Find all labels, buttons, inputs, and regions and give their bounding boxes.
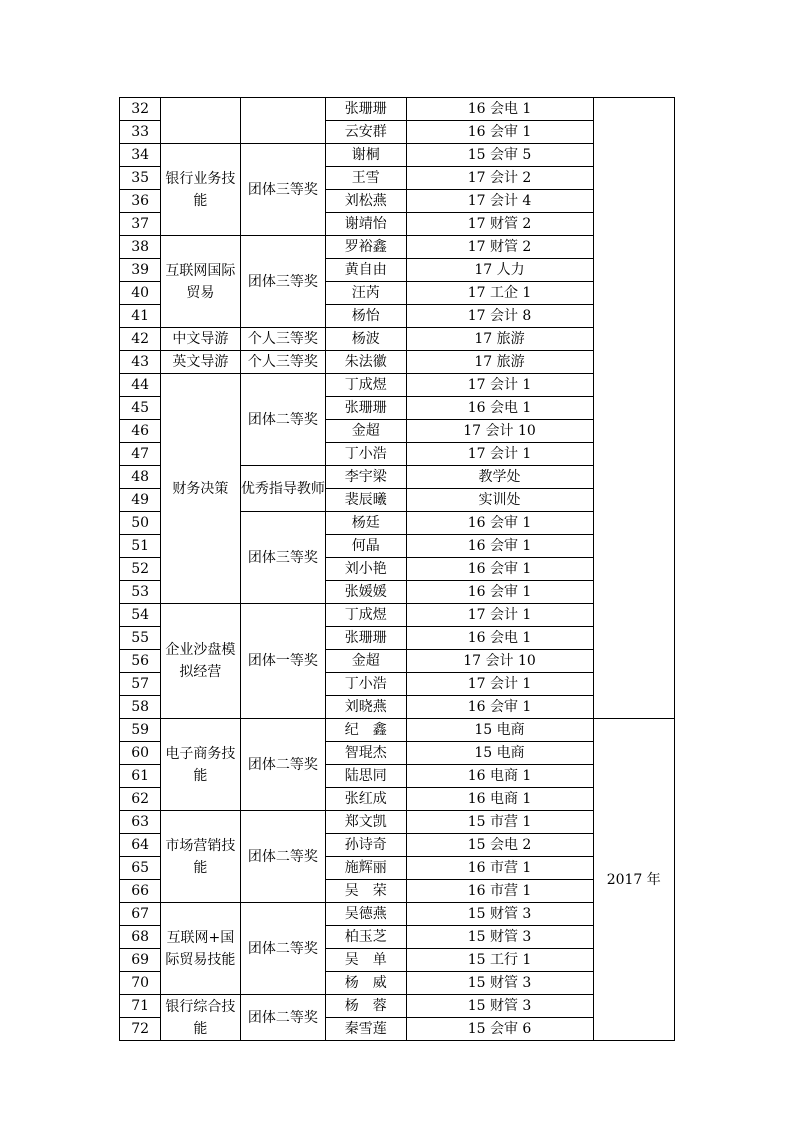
table-row xyxy=(120,995,675,1018)
student-name: 杨 蓉 xyxy=(326,995,406,1018)
row-number: 66 xyxy=(120,880,161,903)
student-name: 云安群 xyxy=(326,121,406,144)
student-name: 吴德燕 xyxy=(326,903,406,926)
class-name: 17 旅游 xyxy=(406,351,593,374)
award-cell: 优秀指导教师 xyxy=(240,466,325,512)
row-number: 48 xyxy=(120,466,161,489)
student-name: 谢桐 xyxy=(326,144,406,167)
row-number: 50 xyxy=(120,512,161,535)
row-number: 36 xyxy=(120,190,161,213)
student-name: 丁小浩 xyxy=(326,443,406,466)
award-cell: 团体二等奖 xyxy=(240,903,325,995)
class-name: 17 会计 1 xyxy=(406,443,593,466)
student-name: 丁成煜 xyxy=(326,604,406,627)
class-name: 16 会审 1 xyxy=(406,121,593,144)
class-name: 17 会计 4 xyxy=(406,190,593,213)
class-name: 17 会计 10 xyxy=(406,420,593,443)
class-name: 16 会审 1 xyxy=(406,558,593,581)
award-cell xyxy=(240,98,325,144)
table-row xyxy=(120,328,675,351)
row-number: 55 xyxy=(120,627,161,650)
student-name: 吴 单 xyxy=(326,949,406,972)
row-number: 41 xyxy=(120,305,161,328)
student-name: 杨怡 xyxy=(326,305,406,328)
class-name: 17 会计 8 xyxy=(406,305,593,328)
award-cell: 团体二等奖 xyxy=(240,719,325,811)
row-number: 56 xyxy=(120,650,161,673)
student-name: 李宇梁 xyxy=(326,466,406,489)
row-number: 62 xyxy=(120,788,161,811)
row-number: 67 xyxy=(120,903,161,926)
awards-table xyxy=(119,97,675,1041)
row-number: 71 xyxy=(120,995,161,1018)
class-name: 15 会审 5 xyxy=(406,144,593,167)
row-number: 35 xyxy=(120,167,161,190)
award-cell: 团体二等奖 xyxy=(240,811,325,903)
class-name: 16 电商 1 xyxy=(406,788,593,811)
class-name: 16 市营 1 xyxy=(406,880,593,903)
class-name: 15 工行 1 xyxy=(406,949,593,972)
project-cell: 市场营销技能 xyxy=(161,811,240,903)
table-row xyxy=(120,351,675,374)
row-number: 65 xyxy=(120,857,161,880)
project-cell: 中文导游 xyxy=(161,328,240,351)
row-number: 70 xyxy=(120,972,161,995)
year-cell xyxy=(593,98,674,719)
table-row xyxy=(120,903,675,926)
project-cell: 银行综合技能 xyxy=(161,995,240,1041)
class-name: 17 会计 10 xyxy=(406,650,593,673)
class-name: 16 电商 1 xyxy=(406,765,593,788)
table-row xyxy=(120,144,675,167)
project-cell: 企业沙盘模拟经营 xyxy=(161,604,240,719)
project-cell: 银行业务技能 xyxy=(161,144,240,236)
student-name: 张红成 xyxy=(326,788,406,811)
student-name: 张媛媛 xyxy=(326,581,406,604)
student-name: 孙诗奇 xyxy=(326,834,406,857)
project-cell: 英文导游 xyxy=(161,351,240,374)
class-name: 17 会计 1 xyxy=(406,673,593,696)
table-row xyxy=(120,604,675,627)
row-number: 47 xyxy=(120,443,161,466)
student-name: 秦雪莲 xyxy=(326,1018,406,1041)
student-name: 刘晓燕 xyxy=(326,696,406,719)
class-name: 16 会审 1 xyxy=(406,512,593,535)
row-number: 53 xyxy=(120,581,161,604)
award-cell: 团体二等奖 xyxy=(240,374,325,466)
class-name: 16 会审 1 xyxy=(406,581,593,604)
class-name: 17 财管 2 xyxy=(406,213,593,236)
table-row xyxy=(120,236,675,259)
row-number: 37 xyxy=(120,213,161,236)
class-name: 17 会计 2 xyxy=(406,167,593,190)
row-number: 42 xyxy=(120,328,161,351)
student-name: 朱法徽 xyxy=(326,351,406,374)
table-row xyxy=(120,719,675,742)
student-name: 张珊珊 xyxy=(326,397,406,420)
row-number: 49 xyxy=(120,489,161,512)
class-name: 16 会审 1 xyxy=(406,535,593,558)
year-cell: 2017 年 xyxy=(593,719,674,1041)
row-number: 45 xyxy=(120,397,161,420)
class-name: 16 会电 1 xyxy=(406,397,593,420)
student-name: 施辉丽 xyxy=(326,857,406,880)
student-name: 何晶 xyxy=(326,535,406,558)
row-number: 60 xyxy=(120,742,161,765)
class-name: 17 旅游 xyxy=(406,328,593,351)
class-name: 15 财管 3 xyxy=(406,926,593,949)
row-number: 72 xyxy=(120,1018,161,1041)
student-name: 陆思同 xyxy=(326,765,406,788)
table-row xyxy=(120,98,675,121)
student-name: 杨 威 xyxy=(326,972,406,995)
award-cell: 团体三等奖 xyxy=(240,512,325,604)
row-number: 57 xyxy=(120,673,161,696)
student-name: 罗裕鑫 xyxy=(326,236,406,259)
row-number: 32 xyxy=(120,98,161,121)
class-name: 15 会审 6 xyxy=(406,1018,593,1041)
row-number: 61 xyxy=(120,765,161,788)
row-number: 43 xyxy=(120,351,161,374)
student-name: 王雪 xyxy=(326,167,406,190)
project-cell: 互联网+国际贸易技能 xyxy=(161,903,240,995)
row-number: 69 xyxy=(120,949,161,972)
student-name: 丁小浩 xyxy=(326,673,406,696)
row-number: 64 xyxy=(120,834,161,857)
student-name: 刘松燕 xyxy=(326,190,406,213)
student-name: 郑文凯 xyxy=(326,811,406,834)
class-name: 15 财管 3 xyxy=(406,903,593,926)
table-row xyxy=(120,374,675,397)
class-name: 17 会计 1 xyxy=(406,374,593,397)
row-number: 39 xyxy=(120,259,161,282)
class-name: 15 市营 1 xyxy=(406,811,593,834)
row-number: 51 xyxy=(120,535,161,558)
table-row xyxy=(120,811,675,834)
row-number: 44 xyxy=(120,374,161,397)
row-number: 38 xyxy=(120,236,161,259)
row-number: 34 xyxy=(120,144,161,167)
project-cell xyxy=(161,98,240,144)
student-name: 金超 xyxy=(326,650,406,673)
awards-table-body xyxy=(120,98,675,1041)
row-number: 40 xyxy=(120,282,161,305)
award-cell: 团体三等奖 xyxy=(240,236,325,328)
row-number: 33 xyxy=(120,121,161,144)
award-cell: 团体一等奖 xyxy=(240,604,325,719)
student-name: 张珊珊 xyxy=(326,627,406,650)
class-name: 17 工企 1 xyxy=(406,282,593,305)
project-cell: 电子商务技能 xyxy=(161,719,240,811)
row-number: 68 xyxy=(120,926,161,949)
class-name: 15 会电 2 xyxy=(406,834,593,857)
student-name: 张珊珊 xyxy=(326,98,406,121)
award-cell: 个人三等奖 xyxy=(240,351,325,374)
student-name: 刘小艳 xyxy=(326,558,406,581)
class-name: 17 会计 1 xyxy=(406,604,593,627)
class-name: 教学处 xyxy=(406,466,593,489)
row-number: 46 xyxy=(120,420,161,443)
award-cell: 团体二等奖 xyxy=(240,995,325,1041)
project-cell: 财务决策 xyxy=(161,374,240,604)
student-name: 黄自由 xyxy=(326,259,406,282)
student-name: 谢靖怡 xyxy=(326,213,406,236)
award-cell: 个人三等奖 xyxy=(240,328,325,351)
student-name: 杨波 xyxy=(326,328,406,351)
row-number: 54 xyxy=(120,604,161,627)
student-name: 汪芮 xyxy=(326,282,406,305)
row-number: 59 xyxy=(120,719,161,742)
class-name: 16 会审 1 xyxy=(406,696,593,719)
class-name: 16 会电 1 xyxy=(406,627,593,650)
student-name: 金超 xyxy=(326,420,406,443)
student-name: 智琨杰 xyxy=(326,742,406,765)
class-name: 17 人力 xyxy=(406,259,593,282)
student-name: 丁成煜 xyxy=(326,374,406,397)
student-name: 柏玉芝 xyxy=(326,926,406,949)
class-name: 16 市营 1 xyxy=(406,857,593,880)
class-name: 15 财管 3 xyxy=(406,995,593,1018)
class-name: 16 会电 1 xyxy=(406,98,593,121)
row-number: 58 xyxy=(120,696,161,719)
student-name: 纪 鑫 xyxy=(326,719,406,742)
class-name: 实训处 xyxy=(406,489,593,512)
row-number: 63 xyxy=(120,811,161,834)
class-name: 17 财管 2 xyxy=(406,236,593,259)
class-name: 15 电商 xyxy=(406,719,593,742)
row-number: 52 xyxy=(120,558,161,581)
student-name: 杨廷 xyxy=(326,512,406,535)
class-name: 15 财管 3 xyxy=(406,972,593,995)
student-name: 裴辰曦 xyxy=(326,489,406,512)
award-cell: 团体三等奖 xyxy=(240,144,325,236)
class-name: 15 电商 xyxy=(406,742,593,765)
project-cell: 互联网国际贸易 xyxy=(161,236,240,328)
student-name: 吴 荣 xyxy=(326,880,406,903)
